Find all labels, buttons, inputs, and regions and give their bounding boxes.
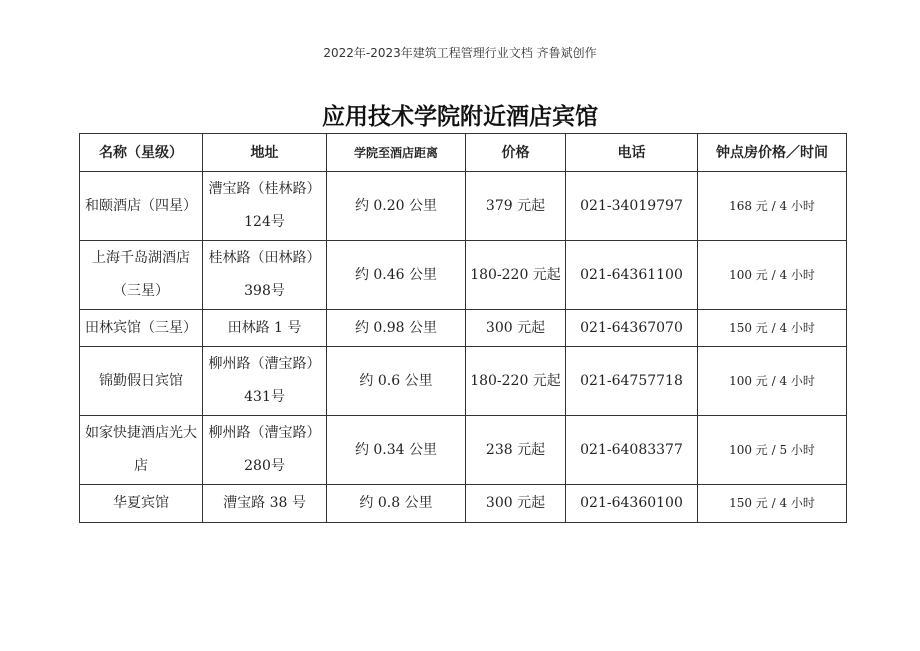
cell-hourly: 100 元 / 5 小时 [698, 416, 847, 485]
table-row [80, 416, 847, 485]
cell-phone: 021-64361100 [566, 241, 698, 310]
cell-address: 桂林路（田林路）398号 [203, 241, 327, 310]
cell-name: 上海千岛湖酒店（三星） [80, 241, 203, 310]
cell-address: 漕宝路（桂林路）124号 [203, 172, 327, 241]
cell-price: 300 元起 [466, 485, 566, 523]
table-header-row [80, 134, 847, 172]
cell-hourly: 168 元 / 4 小时 [698, 172, 847, 241]
cell-address: 田林路 1 号 [203, 310, 327, 347]
table-row [80, 485, 847, 523]
column-header-name: 名称（星级） [80, 134, 203, 172]
cell-address: 柳州路（漕宝路）431号 [203, 347, 327, 416]
cell-phone: 021-64083377 [566, 416, 698, 485]
cell-distance: 约 0.20 公里 [327, 172, 466, 241]
cell-hourly: 100 元 / 4 小时 [698, 241, 847, 310]
table-row [80, 347, 847, 416]
column-header-price: 价格 [466, 134, 566, 172]
cell-name: 田林宾馆（三星） [80, 310, 203, 347]
cell-hourly: 150 元 / 4 小时 [698, 485, 847, 523]
document-title: 应用技术学院附近酒店宾馆 [322, 104, 598, 130]
table-row [80, 310, 847, 347]
table-row [80, 241, 847, 310]
table-row [80, 172, 847, 241]
cell-name: 华夏宾馆 [80, 485, 203, 523]
cell-distance: 约 0.98 公里 [327, 310, 466, 347]
cell-phone: 021-34019797 [566, 172, 698, 241]
column-header-phone: 电话 [566, 134, 698, 172]
cell-hourly: 150 元 / 4 小时 [698, 310, 847, 347]
cell-name: 锦勤假日宾馆 [80, 347, 203, 416]
cell-phone: 021-64360100 [566, 485, 698, 523]
column-header-address: 地址 [203, 134, 327, 172]
column-header-distance: 学院至酒店距离 [327, 134, 466, 172]
cell-distance: 约 0.6 公里 [327, 347, 466, 416]
cell-phone: 021-64367070 [566, 310, 698, 347]
cell-distance: 约 0.34 公里 [327, 416, 466, 485]
cell-phone: 021-64757718 [566, 347, 698, 416]
column-header-hourly: 钟点房价格／时间 [698, 134, 847, 172]
cell-name: 如家快捷酒店光大店 [80, 416, 203, 485]
cell-price: 238 元起 [466, 416, 566, 485]
page-header: 2022年-2023年建筑工程管理行业文档 齐鲁斌创作 [323, 46, 597, 60]
cell-distance: 约 0.8 公里 [327, 485, 466, 523]
cell-address: 柳州路（漕宝路）280号 [203, 416, 327, 485]
cell-hourly: 100 元 / 4 小时 [698, 347, 847, 416]
cell-price: 180-220 元起 [466, 347, 566, 416]
cell-address: 漕宝路 38 号 [203, 485, 327, 523]
cell-price: 180-220 元起 [466, 241, 566, 310]
hotel-table [79, 133, 847, 523]
cell-price: 300 元起 [466, 310, 566, 347]
cell-price: 379 元起 [466, 172, 566, 241]
cell-name: 和颐酒店（四星） [80, 172, 203, 241]
cell-distance: 约 0.46 公里 [327, 241, 466, 310]
